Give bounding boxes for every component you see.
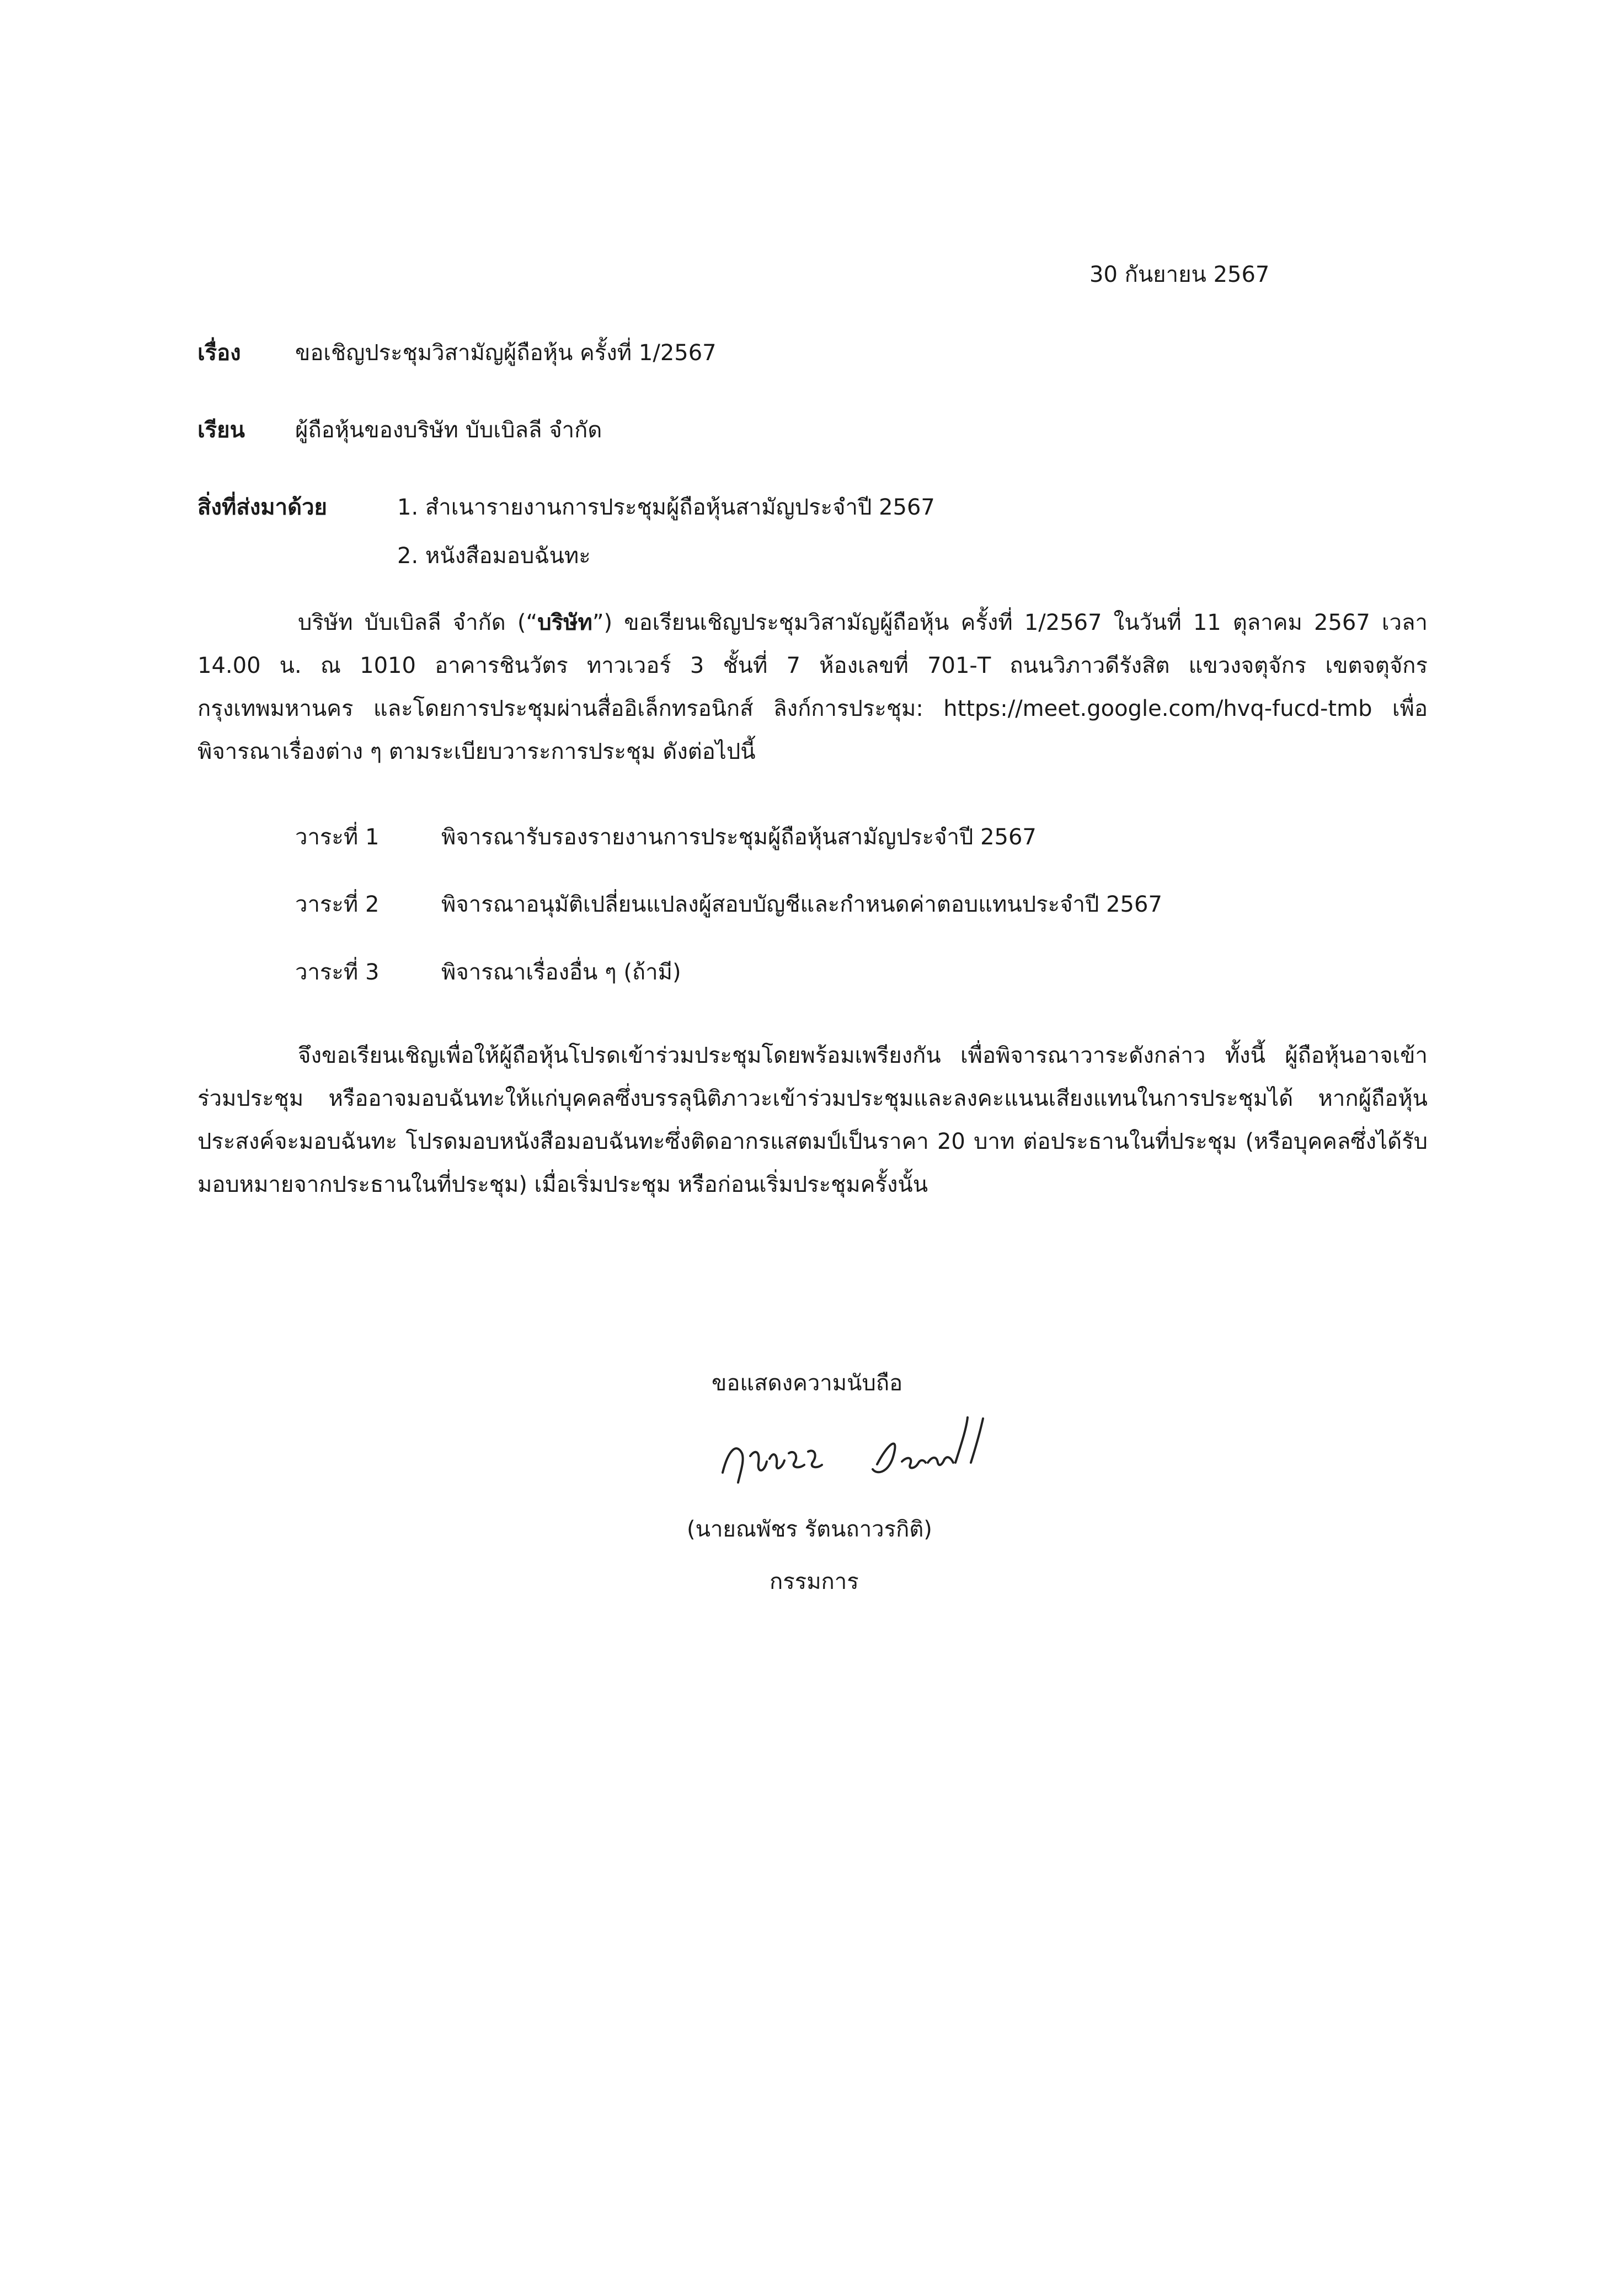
recipient-text: ผู้ถือหุ้นของบริษัท บับเบิลลี จำกัด: [295, 418, 602, 443]
agenda-number-2: วาระที่ 2: [295, 892, 380, 917]
agenda-number-1: วาระที่ 1: [295, 825, 380, 850]
subject-label: เรื่อง: [197, 340, 241, 366]
signatory-title: กรรมการ: [770, 1569, 859, 1594]
intro-paragraph: บริษัท บับเบิลลี จำกัด (“บริษัท”) ขอเรียนเชิญประชุมวิสามัญผู้ถือหุ้น ครั้งที่ 1/2567 ในวันที่ 11 ตุลาคม 2567 เวลา 14.00 น. ณ 1010 อาคารชินวัตร ทาวเวอร์ 3 ชั้นที่ 7 ห้องเลขที่ 701-T ถนนวิภาวดีรังสิต แขวงจตุจักร เขตจตุจักร กรุงเทพมหานคร และโดยการประชุมผ่านสื่ออิเล็กทรอนิกส์ ลิงก์การประชุม: https://meet.google.com/hvq-fucd-tmb เพื่อพิจารณาเรื่องต่าง ๆ ตามระเบียบวาระการประชุม ดังต่อไปนี้: [197, 610, 1428, 764]
recipient-label: เรียน: [197, 418, 245, 443]
invitation-paragraph: จึงขอเรียนเชิญเพื่อให้ผู้ถือหุ้นโปรดเข้าร่วมประชุมโดยพร้อมเพรียงกัน เพื่อพิจารณาวาระดังกล่าว ทั้งนี้ ผู้ถือหุ้นอาจเข้าร่วมประชุม หรืออาจมอบฉันทะให้แก่บุคคลซึ่งบรรลุนิติภาวะเข้าร่วมประชุมและลงคะแนนเสียงแทนในการประชุมได้ หากผู้ถือหุ้นประสงค์จะมอบฉันทะ โปรดมอบหนังสือมอบฉันทะซึ่งติดอากรแสตมป์เป็นราคา 20 บาท ต่อประธานในที่ประชุม (หรือบุคคลซึ่งได้รับมอบหมายจากประธานในที่ประชุม) เมื่อเริ่มประชุม หรือก่อนเริ่มประชุมครั้งนั้น: [197, 1043, 1428, 1197]
enclosures-label: สิ่งที่ส่งมาด้วย: [197, 495, 327, 520]
letter-date: 30 กันยายน 2567: [1089, 262, 1270, 287]
signature-image: [712, 1412, 1021, 1495]
enclosure-item-1: 1. สำเนารายงานการประชุมผู้ถือหุ้นสามัญประจำปี 2567: [397, 495, 935, 520]
subject-text: ขอเชิญประชุมวิสามัญผู้ถือหุ้น ครั้งที่ 1/2567: [295, 340, 717, 366]
closing-salutation: ขอแสดงความนับถือ: [712, 1371, 903, 1396]
agenda-text-3: พิจารณาเรื่องอื่น ๆ (ถ้ามี): [441, 960, 681, 985]
signatory-name: (นายณพัชร รัตนถาวรกิติ): [687, 1517, 932, 1542]
agenda-number-3: วาระที่ 3: [295, 960, 380, 985]
agenda-text-2: พิจารณาอนุมัติเปลี่ยนแปลงผู้สอบบัญชีและกำหนดค่าตอบแทนประจำปี 2567: [441, 892, 1162, 917]
enclosure-item-2: 2. หนังสือมอบฉันทะ: [397, 543, 591, 569]
agenda-text-1: พิจารณารับรองรายงานการประชุมผู้ถือหุ้นสามัญประจำปี 2567: [441, 825, 1037, 850]
